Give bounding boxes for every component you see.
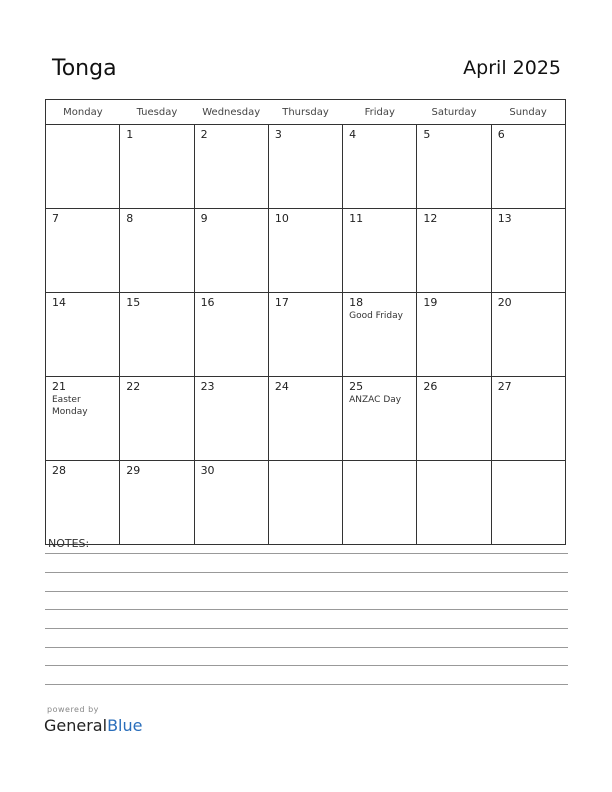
day-cell [417, 209, 491, 293]
day-number: 25 [349, 380, 364, 393]
weekday-header-row [46, 100, 566, 125]
day-number: 12 [423, 212, 438, 225]
day-cell [343, 125, 417, 209]
day-cell [343, 377, 417, 461]
day-cell [491, 209, 565, 293]
day-cell [120, 125, 194, 209]
day-number: 8 [126, 212, 134, 225]
day-number: 1 [126, 128, 134, 141]
notes-line [45, 609, 568, 610]
weekday-header: Tuesday [120, 100, 194, 125]
day-number: 9 [200, 212, 208, 225]
country-title: Tonga [52, 56, 117, 81]
day-number: 29 [126, 464, 141, 477]
day-cell [491, 461, 565, 545]
day-cell [268, 125, 342, 209]
day-cell [194, 461, 268, 545]
day-number: 13 [497, 212, 512, 225]
day-cell [120, 293, 194, 377]
day-number: 14 [52, 296, 66, 309]
notes-line [45, 628, 568, 629]
weekday-header: Wednesday [194, 100, 268, 125]
day-number: 5 [423, 128, 431, 141]
day-cell [120, 461, 194, 545]
holiday-label: ANZAC Day [349, 395, 402, 405]
day-cell [417, 125, 491, 209]
day-cell [120, 209, 194, 293]
day-cell [194, 377, 268, 461]
weekday-header: Saturday [417, 100, 491, 125]
day-cell [46, 125, 120, 209]
calendar-grid [45, 99, 566, 545]
day-cell [343, 209, 417, 293]
day-cell [268, 293, 342, 377]
day-cell [46, 209, 120, 293]
week-row [46, 293, 566, 377]
day-cell [491, 377, 565, 461]
day-number: 2 [200, 128, 208, 141]
day-number: 27 [497, 380, 512, 393]
day-cell [46, 293, 120, 377]
day-cell [194, 209, 268, 293]
day-number: 20 [497, 296, 512, 309]
brand-logo [44, 716, 142, 735]
day-cell [268, 461, 342, 545]
day-number: 7 [52, 212, 59, 225]
day-number: 3 [274, 128, 282, 141]
day-number: 4 [349, 128, 357, 141]
notes-line [45, 684, 568, 685]
day-cell [417, 293, 491, 377]
day-cell [46, 461, 120, 545]
weekday-header: Thursday [268, 100, 342, 125]
notes-line [45, 553, 568, 554]
day-cell [194, 293, 268, 377]
day-number: 21 [52, 380, 66, 393]
day-number: 11 [349, 212, 364, 225]
day-number: 17 [274, 296, 289, 309]
weekday-header: Sunday [491, 100, 565, 125]
weekday-header: Monday [46, 100, 120, 125]
day-number: 16 [200, 296, 215, 309]
day-cell [46, 377, 120, 461]
week-row [46, 125, 566, 209]
day-cell [268, 209, 342, 293]
day-number: 28 [52, 464, 66, 477]
brand-general: General [44, 716, 108, 735]
day-cell [268, 377, 342, 461]
day-number: 18 [349, 296, 364, 309]
holiday-label: Easter Monday [52, 395, 88, 417]
notes-line [45, 572, 568, 573]
day-cell [120, 377, 194, 461]
day-number: 19 [423, 296, 438, 309]
notes-label: NOTES: [48, 537, 90, 550]
week-row [46, 377, 566, 461]
day-cell [343, 461, 417, 545]
day-cell [417, 377, 491, 461]
week-row [46, 209, 566, 293]
day-number: 23 [200, 380, 215, 393]
day-cell [417, 461, 491, 545]
day-number: 26 [423, 380, 438, 393]
month-year-title: April 2025 [463, 57, 561, 79]
notes-line [45, 665, 568, 666]
notes-line [45, 591, 568, 592]
day-cell [491, 125, 565, 209]
powered-by-text: powered by [47, 705, 99, 714]
day-number: 6 [497, 128, 505, 141]
holiday-label: Good Friday [349, 311, 403, 321]
day-number: 24 [274, 380, 289, 393]
day-number: 10 [274, 212, 289, 225]
day-number: 15 [126, 296, 141, 309]
day-number: 30 [200, 464, 215, 477]
day-number: 22 [126, 380, 141, 393]
day-cell [491, 293, 565, 377]
day-cell [343, 293, 417, 377]
weekday-header: Friday [343, 100, 417, 125]
brand-blue: Blue [107, 716, 143, 735]
day-cell [194, 125, 268, 209]
week-row [46, 461, 566, 545]
notes-line [45, 647, 568, 648]
